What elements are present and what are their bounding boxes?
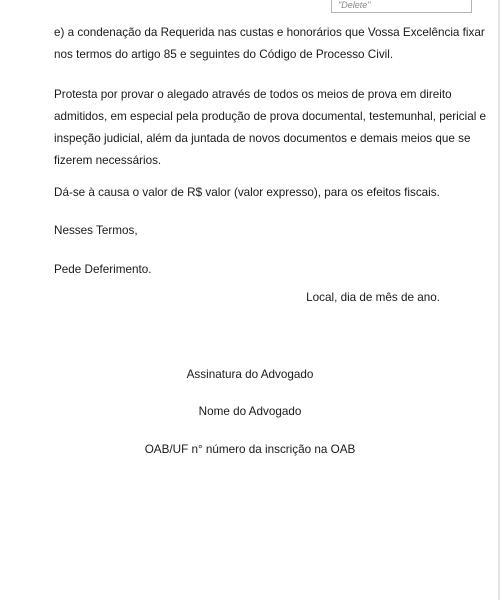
closing-nesses-termos: Nesses Termos, xyxy=(54,224,138,237)
paragraph-condenacao xyxy=(54,22,485,66)
delete-badge[interactable] xyxy=(331,0,472,13)
closing-pede-deferimento: Pede Deferimento. xyxy=(54,263,152,276)
lawyer-name: Nome do Advogado xyxy=(198,405,302,418)
paragraph-protesta xyxy=(54,84,487,172)
paragraph-line: e) a condenação da Requerida nas custas e honorários que Vossa Excelência fixar xyxy=(54,26,485,39)
delete-badge-label: "Delete" xyxy=(338,0,371,10)
place-date: Local, dia de mês de ano. xyxy=(306,291,440,304)
oab-registration: OAB/UF n° número da inscrição na OAB xyxy=(144,443,356,456)
paragraph-valor-causa: Dá-se à causa o valor de R$ valor (valor expresso), para os efeitos fiscais. xyxy=(54,186,440,199)
paragraph-line: fizerem necessários. xyxy=(54,154,162,167)
paragraph-line: nos termos do artigo 85 e seguintes do Código de Processo Civil. xyxy=(54,48,394,61)
signature-line: Assinatura do Advogado xyxy=(186,368,314,381)
paragraph-line: admitidos, em especial pela produção de prova documental, testemunhal, pericial e xyxy=(54,110,487,123)
paragraph-line: Protesta por provar o alegado através de todos os meios de prova em direito xyxy=(54,88,452,101)
paragraph-line: inspeção judicial, além da juntada de novos documentos e demais meios que se xyxy=(54,132,471,145)
